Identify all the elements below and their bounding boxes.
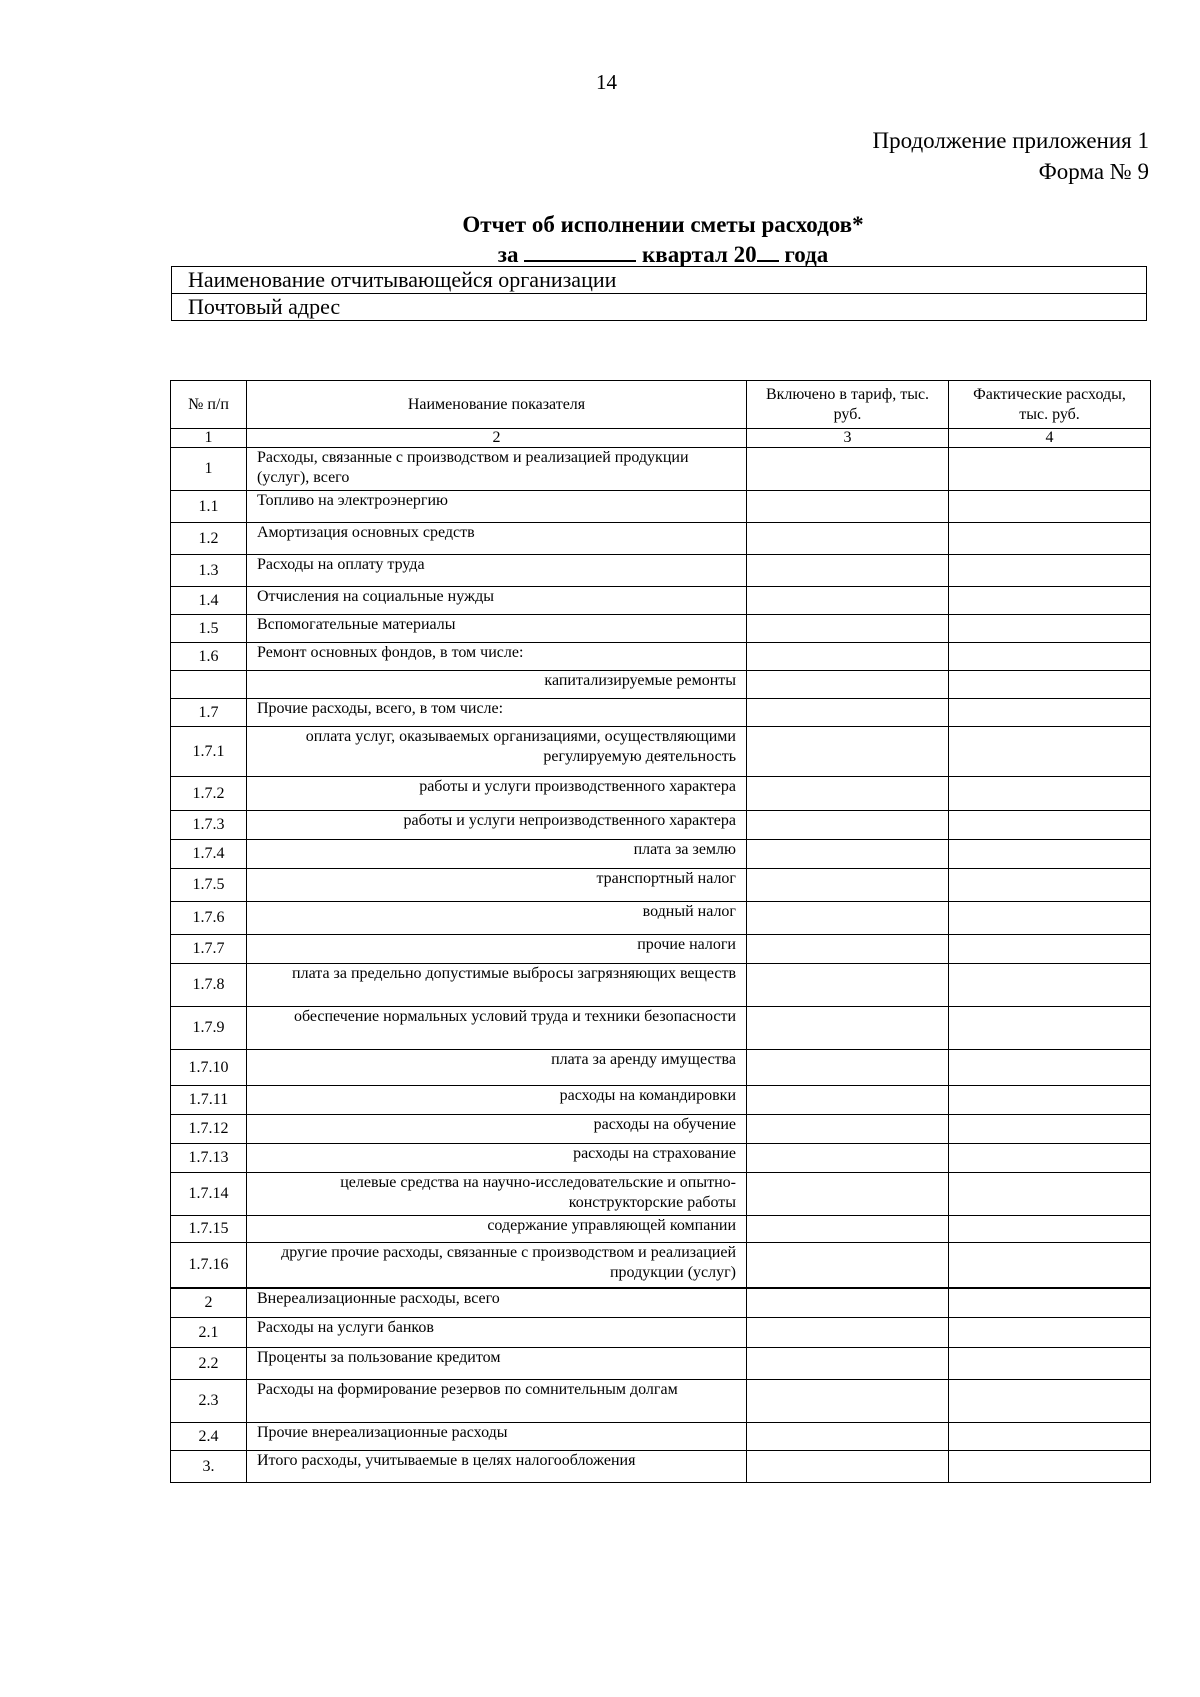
row-name: плата за предельно допустимые выбросы загрязняющих веществ — [247, 964, 747, 1007]
header-tariff: Включено в тариф, тыс. руб. — [747, 381, 949, 429]
tariff-cell[interactable] — [747, 615, 949, 643]
tariff-cell[interactable] — [747, 1318, 949, 1348]
actual-cell[interactable] — [949, 811, 1151, 840]
table-row — [171, 811, 1151, 840]
row-name: прочие налоги — [247, 935, 747, 964]
row-name: другие прочие расходы, связанные с производством и реализацией продукции (услуг) — [247, 1243, 747, 1288]
title-prefix: за — [497, 242, 519, 267]
form-number: Форма № 9 — [1038, 159, 1149, 184]
actual-cell[interactable] — [949, 1086, 1151, 1115]
actual-cell[interactable] — [949, 840, 1151, 869]
actual-cell[interactable] — [949, 1144, 1151, 1173]
tariff-cell[interactable] — [747, 1243, 949, 1288]
table-header-row — [171, 381, 1151, 429]
organization-box — [171, 266, 1147, 321]
table-row — [171, 902, 1151, 935]
tariff-cell[interactable] — [747, 1050, 949, 1086]
tariff-cell[interactable] — [747, 869, 949, 902]
column-number: 4 — [949, 429, 1151, 448]
actual-cell[interactable] — [949, 777, 1151, 811]
row-name: Расходы на услуги банков — [247, 1318, 747, 1348]
row-name: Расходы, связанные с производством и реализацией продукции (услуг), всего — [247, 448, 747, 491]
actual-cell[interactable] — [949, 587, 1151, 615]
table-row — [171, 615, 1151, 643]
row-name: Прочие расходы, всего, в том числе: — [247, 699, 747, 727]
column-number: 1 — [171, 429, 247, 448]
header-num: № п/п — [171, 381, 247, 429]
tariff-cell[interactable] — [747, 491, 949, 523]
actual-cell[interactable] — [949, 964, 1151, 1007]
table-row — [171, 964, 1151, 1007]
table-row — [171, 448, 1151, 491]
row-name: расходы на командировки — [247, 1086, 747, 1115]
table-row — [171, 1173, 1151, 1216]
tariff-cell[interactable] — [747, 1115, 949, 1144]
row-num: 1.7.6 — [171, 902, 247, 935]
row-num: 1.6 — [171, 643, 247, 671]
table-row — [171, 727, 1151, 777]
postal-address-field[interactable]: Почтовый адрес — [172, 294, 1147, 321]
row-name: работы и услуги непроизводственного характера — [247, 811, 747, 840]
table-row — [171, 671, 1151, 699]
column-number: 2 — [247, 429, 747, 448]
row-name: целевые средства на научно-исследовательские и опытно-конструкторские работы — [247, 1173, 747, 1216]
row-num: 1.7.3 — [171, 811, 247, 840]
row-num: 1.7.12 — [171, 1115, 247, 1144]
tariff-cell[interactable] — [747, 555, 949, 587]
table-row — [171, 1348, 1151, 1380]
table-row — [171, 1007, 1151, 1050]
row-name: плата за землю — [247, 840, 747, 869]
table-row — [171, 555, 1151, 587]
tariff-cell[interactable] — [747, 671, 949, 699]
table-row — [171, 1380, 1151, 1423]
row-num: 1 — [171, 448, 247, 491]
row-num: 2.1 — [171, 1318, 247, 1348]
report-title — [0, 210, 1200, 270]
table-row — [171, 1243, 1151, 1288]
row-name: Расходы на оплату труда — [247, 555, 747, 587]
row-name: Вспомогательные материалы — [247, 615, 747, 643]
row-name: расходы на страхование — [247, 1144, 747, 1173]
title-line-1: Отчет об исполнении сметы расходов* — [462, 212, 864, 237]
header-name: Наименование показателя — [247, 381, 747, 429]
row-name: Итого расходы, учитываемые в целях налогообложения — [247, 1451, 747, 1483]
row-num: 2 — [171, 1288, 247, 1318]
row-num: 2.2 — [171, 1348, 247, 1380]
actual-cell[interactable] — [949, 1115, 1151, 1144]
page-number: 14 — [596, 70, 617, 94]
table-row — [171, 643, 1151, 671]
tariff-cell[interactable] — [747, 1216, 949, 1243]
tariff-cell[interactable] — [747, 587, 949, 615]
tariff-cell[interactable] — [747, 1144, 949, 1173]
row-num: 1.7 — [171, 699, 247, 727]
table-row — [171, 523, 1151, 555]
row-name: капитализируемые ремонты — [247, 671, 747, 699]
row-name: Внереализационные расходы, всего — [247, 1288, 747, 1318]
actual-cell[interactable] — [949, 1173, 1151, 1216]
row-name: Отчисления на социальные нужды — [247, 587, 747, 615]
row-num: 1.2 — [171, 523, 247, 555]
row-num: 1.3 — [171, 555, 247, 587]
row-name: плата за аренду имущества — [247, 1050, 747, 1086]
tariff-cell[interactable] — [747, 727, 949, 777]
tariff-cell[interactable] — [747, 1288, 949, 1318]
tariff-cell[interactable] — [747, 964, 949, 1007]
row-name: обеспечение нормальных условий труда и техники безопасности — [247, 1007, 747, 1050]
row-num: 1.7.16 — [171, 1243, 247, 1288]
row-name: водный налог — [247, 902, 747, 935]
tariff-cell[interactable] — [747, 840, 949, 869]
row-name: Ремонт основных фондов, в том числе: — [247, 643, 747, 671]
row-name: расходы на обучение — [247, 1115, 747, 1144]
table-row — [171, 1144, 1151, 1173]
row-name: работы и услуги производственного характера — [247, 777, 747, 811]
actual-cell[interactable] — [949, 615, 1151, 643]
row-num: 1.1 — [171, 491, 247, 523]
tariff-cell[interactable] — [747, 777, 949, 811]
row-num: 1.4 — [171, 587, 247, 615]
row-name: содержание управляющей компании — [247, 1216, 747, 1243]
tariff-cell[interactable] — [747, 1451, 949, 1483]
continuation-label: Продолжение приложения 1 — [872, 128, 1149, 153]
row-num — [171, 671, 247, 699]
row-name: Проценты за пользование кредитом — [247, 1348, 747, 1380]
row-num: 2.4 — [171, 1423, 247, 1451]
title-middle: квартал 20 — [642, 242, 757, 267]
actual-cell[interactable] — [949, 491, 1151, 523]
tariff-cell[interactable] — [747, 699, 949, 727]
tariff-cell[interactable] — [747, 811, 949, 840]
tariff-cell[interactable] — [747, 935, 949, 964]
actual-cell[interactable] — [949, 555, 1151, 587]
tariff-cell[interactable] — [747, 1348, 949, 1380]
title-suffix: года — [784, 242, 829, 267]
row-num: 1.7.14 — [171, 1173, 247, 1216]
row-num: 1.7.2 — [171, 777, 247, 811]
table-row — [171, 699, 1151, 727]
quarter-blank[interactable] — [524, 240, 636, 262]
row-num: 1.7.11 — [171, 1086, 247, 1115]
row-num: 1.7.5 — [171, 869, 247, 902]
table-row — [171, 1423, 1151, 1451]
actual-cell[interactable] — [949, 1288, 1151, 1318]
row-num: 1.7.4 — [171, 840, 247, 869]
actual-cell[interactable] — [949, 1423, 1151, 1451]
actual-cell[interactable] — [949, 523, 1151, 555]
actual-cell[interactable] — [949, 1007, 1151, 1050]
tariff-cell[interactable] — [747, 902, 949, 935]
actual-cell[interactable] — [949, 1050, 1151, 1086]
header-actual: Фактические расходы, тыс. руб. — [949, 381, 1151, 429]
table-row — [171, 1086, 1151, 1115]
form-header — [873, 125, 1149, 187]
actual-cell[interactable] — [949, 643, 1151, 671]
table-row — [171, 1216, 1151, 1243]
row-num: 1.7.7 — [171, 935, 247, 964]
actual-cell[interactable] — [949, 1451, 1151, 1483]
table-row — [171, 1050, 1151, 1086]
table-row — [171, 777, 1151, 811]
row-num: 3. — [171, 1451, 247, 1483]
row-num: 1.7.9 — [171, 1007, 247, 1050]
table-row — [171, 1115, 1151, 1144]
table-row — [171, 1288, 1151, 1318]
tariff-cell[interactable] — [747, 523, 949, 555]
row-num: 1.7.8 — [171, 964, 247, 1007]
expense-report-table — [170, 380, 1151, 1483]
tariff-cell[interactable] — [747, 448, 949, 491]
actual-cell[interactable] — [949, 1318, 1151, 1348]
table-row — [171, 840, 1151, 869]
organization-name-field[interactable]: Наименование отчитывающейся организации — [172, 267, 1147, 294]
row-name: Топливо на электроэнергию — [247, 491, 747, 523]
actual-cell[interactable] — [949, 1348, 1151, 1380]
row-num: 1.7.15 — [171, 1216, 247, 1243]
row-num: 1.7.1 — [171, 727, 247, 777]
actual-cell[interactable] — [949, 869, 1151, 902]
table-row — [171, 587, 1151, 615]
row-name: оплата услуг, оказываемых организациями, осуществляющими регулируемую деятельность — [247, 727, 747, 777]
tariff-cell[interactable] — [747, 1086, 949, 1115]
actual-cell[interactable] — [949, 448, 1151, 491]
actual-cell[interactable] — [949, 935, 1151, 964]
column-number: 3 — [747, 429, 949, 448]
table-row — [171, 1318, 1151, 1348]
actual-cell[interactable] — [949, 1380, 1151, 1423]
tariff-cell[interactable] — [747, 643, 949, 671]
tariff-cell[interactable] — [747, 1423, 949, 1451]
row-num: 1.7.10 — [171, 1050, 247, 1086]
row-num: 1.7.13 — [171, 1144, 247, 1173]
row-name: Прочие внереализационные расходы — [247, 1423, 747, 1451]
year-blank[interactable] — [757, 240, 779, 262]
table-row — [171, 1451, 1151, 1483]
actual-cell[interactable] — [949, 727, 1151, 777]
actual-cell[interactable] — [949, 1243, 1151, 1288]
row-num: 1.5 — [171, 615, 247, 643]
column-number-row — [171, 429, 1151, 448]
tariff-cell[interactable] — [747, 1007, 949, 1050]
actual-cell[interactable] — [949, 1216, 1151, 1243]
row-name: транспортный налог — [247, 869, 747, 902]
tariff-cell[interactable] — [747, 1173, 949, 1216]
table-row — [171, 935, 1151, 964]
table-row — [171, 869, 1151, 902]
tariff-cell[interactable] — [747, 1380, 949, 1423]
actual-cell[interactable] — [949, 902, 1151, 935]
row-num: 2.3 — [171, 1380, 247, 1423]
actual-cell[interactable] — [949, 699, 1151, 727]
row-name: Расходы на формирование резервов по сомнительным долгам — [247, 1380, 747, 1423]
table-row — [171, 491, 1151, 523]
row-name: Амортизация основных средств — [247, 523, 747, 555]
actual-cell[interactable] — [949, 671, 1151, 699]
